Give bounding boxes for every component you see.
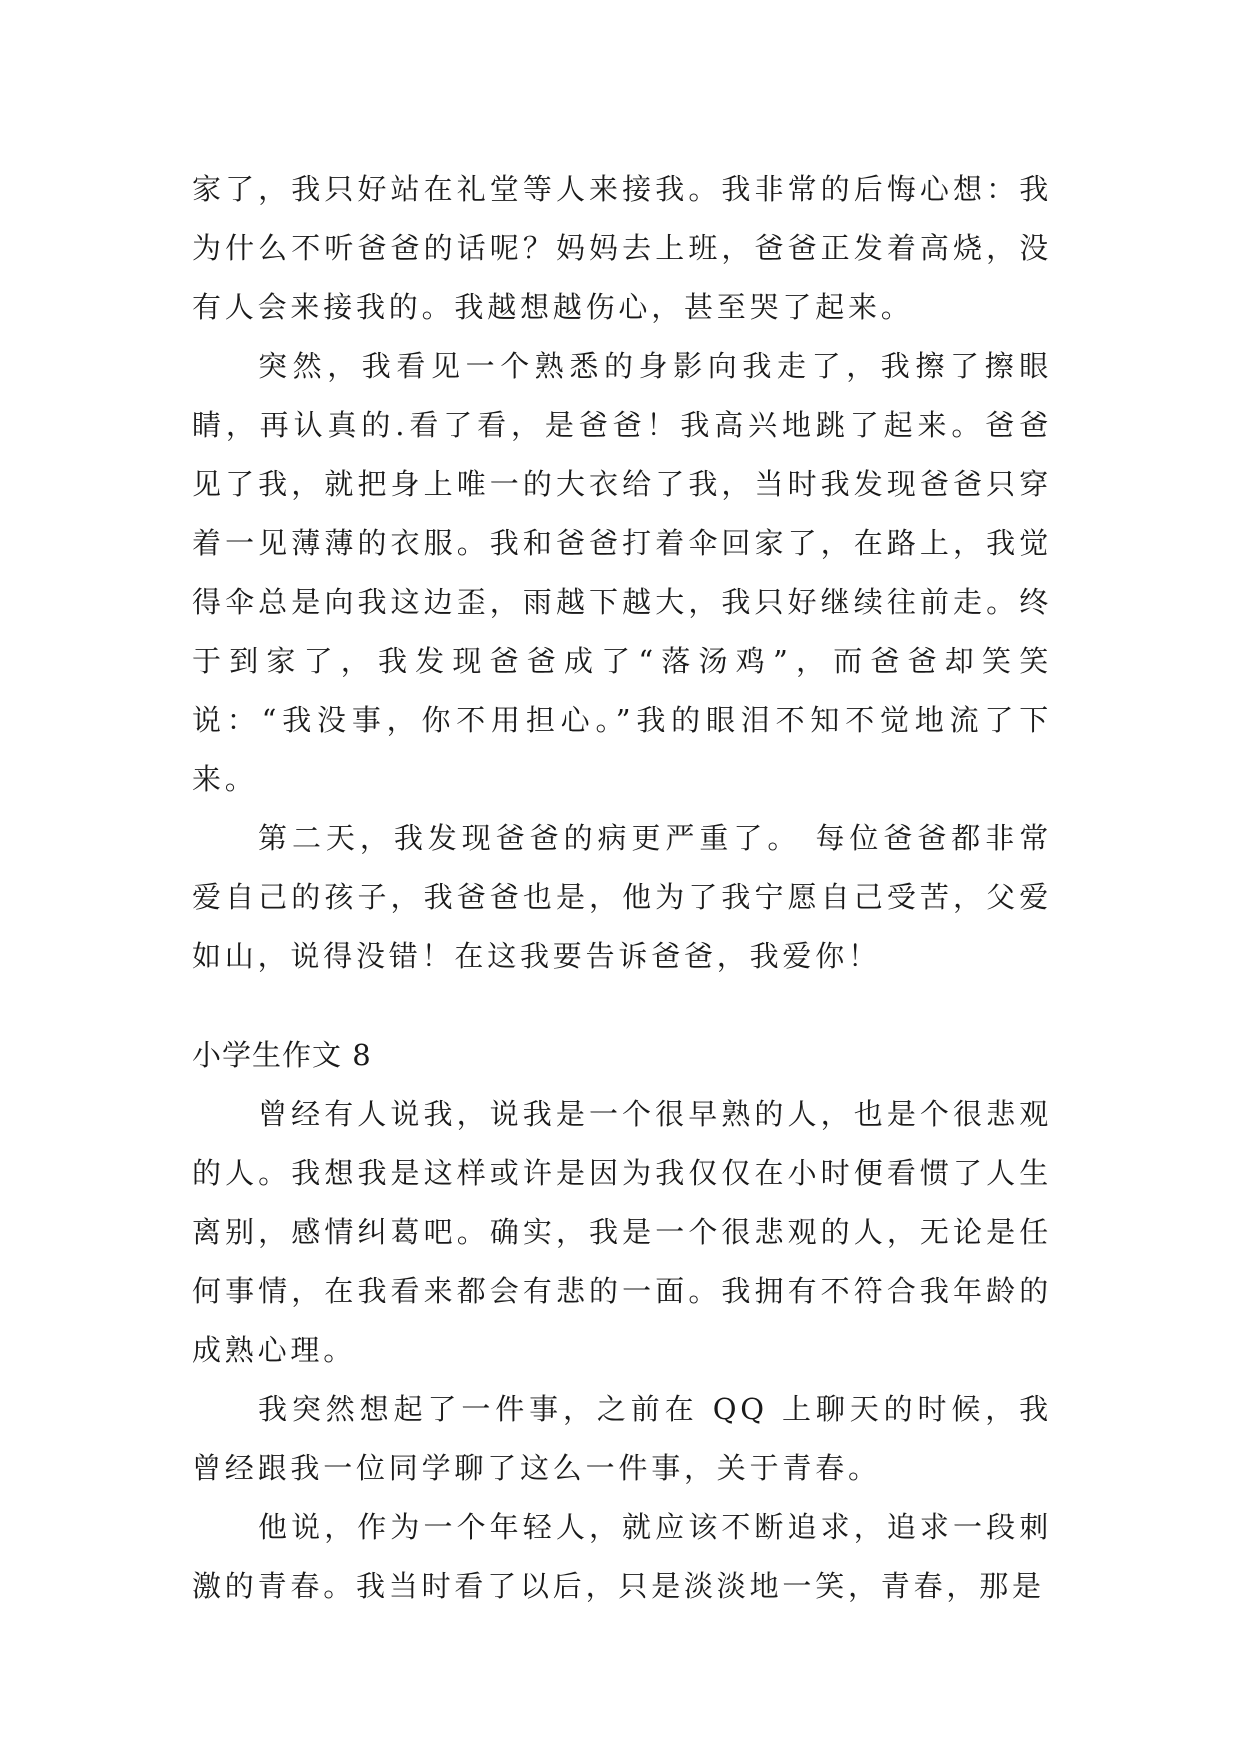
essay-title: 小学生作文 8 [192, 1038, 372, 1072]
paragraph-qq-chat: 我突然想起了一件事，之前在 QQ 上聊天的时候，我曾经跟我一位同学聊了这么一件事，关于青春。 [192, 1392, 1052, 1485]
paragraph-next-day: 第二天，我发现爸爸的病更严重了。 每位爸爸都非常爱自己的孩子，我爸爸也是，他为了我宁愿自己受苦，父爱如山，说得没错！在这我要告诉爸爸，我爱你！ [192, 821, 1052, 973]
paragraph-dad-arrives: 突然，我看见一个熟悉的身影向我走了，我擦了擦眼睛，再认真的.看了看，是爸爸！我高兴地跳了起来。爸爸见了我，就把身上唯一的大衣给了我，当时我发现爸爸只穿着一见薄薄的衣服。我和爸爸打着伞回家了，在路上，我觉得伞总是向我这边歪，雨越下越大，我只好继续往前走。终于到家了，我发现爸爸成了“落汤鸡”，而爸爸却笑笑说：“我没事，你不用担心。”我的眼泪不知不觉地流了下来。 [192, 349, 1052, 796]
paragraph-early-mature: 曾经有人说我，说我是一个很早熟的人，也是个很悲观的人。我想我是这样或许是因为我仅仅在小时便看惯了人生离别，感情纠葛吧。确实，我是一个很悲观的人，无论是任何事情，在我看来都会有悲的一面。我拥有不符合我年龄的成熟心理。 [192, 1097, 1052, 1367]
paragraph-youth: 他说，作为一个年轻人，就应该不断追求，追求一段刺激的青春。我当时看了以后，只是淡淡地一笑，青春，那是 [192, 1510, 1052, 1603]
document-page [192, 160, 1052, 1616]
paragraph-continued: 家了，我只好站在礼堂等人来接我。我非常的后悔心想：我为什么不听爸爸的话呢？妈妈去上班，爸爸正发着高烧，没有人会来接我的。我越想越伤心，甚至哭了起来。 [192, 172, 1052, 324]
